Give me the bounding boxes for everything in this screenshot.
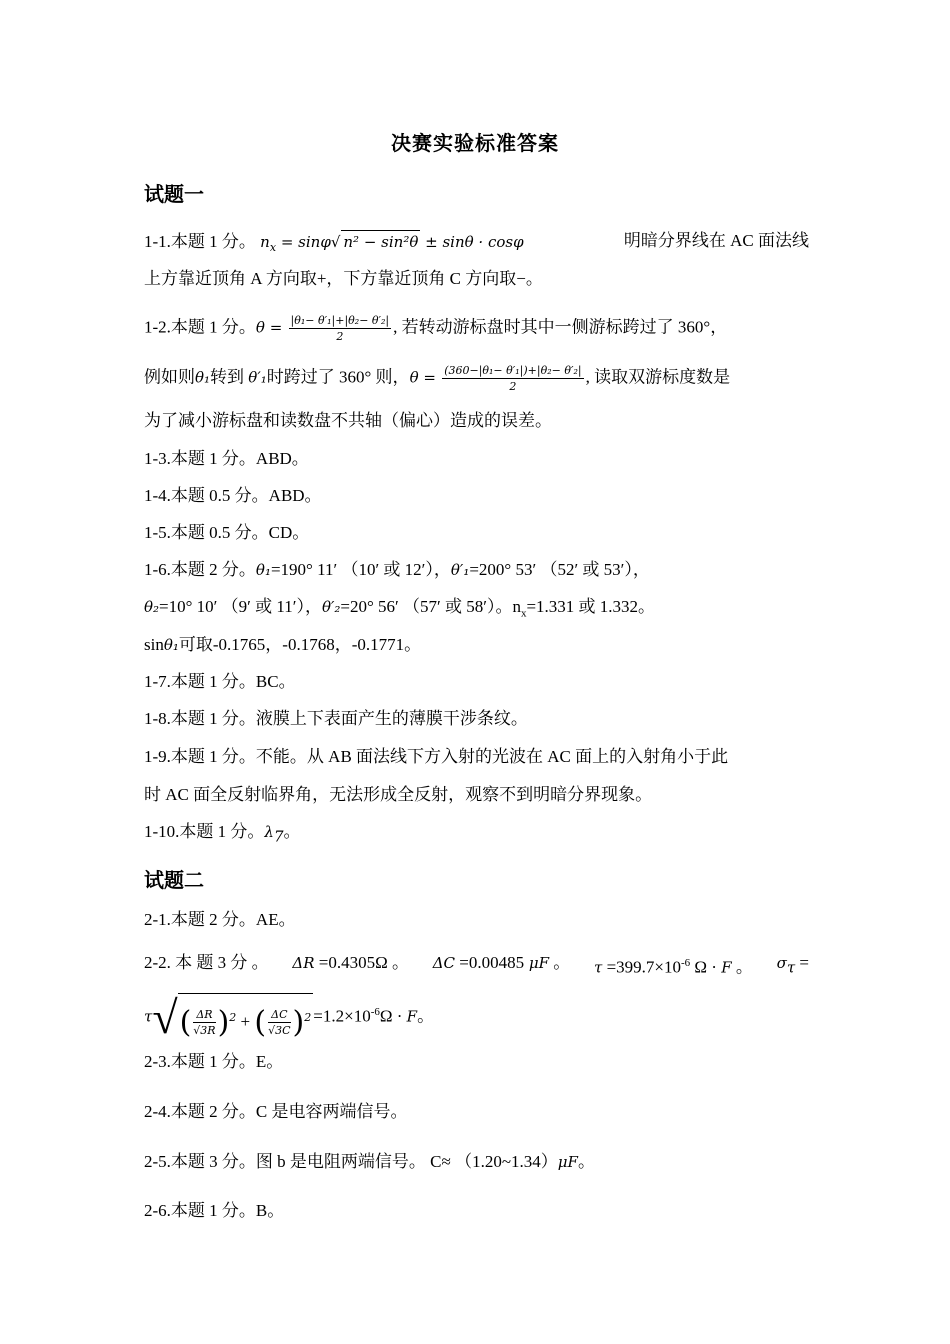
answer-1-7: 1-7.本题 1 分。BC。 [144,672,296,691]
answer-1-9-line2: 时 AC 面全反射临界角，无法形成全反射，观察不到明暗分界现象。 [144,785,653,804]
answer-2-3: 2-3.本题 1 分。E。 [144,1052,284,1071]
answer-1-5: 1-5.本题 0.5 分。CD。 [144,523,310,542]
answer-1-3: 1-3.本题 1 分。ABD。 [144,449,309,468]
answer-1-6-line1: 1-6.本题 2 分。θ₁=190° 11′ （10′ 或 12′），θ′₁=200° 53′ （52′ 或 53′）， [144,560,650,579]
section-heading-2: 试题二 [144,870,204,892]
answer-1-1-line2: 上方靠近顶角 A 方向取+，下方靠近顶角 C 方向取−。 [144,269,543,288]
answer-1-1-prefix: 1-1.本题 1 分。 [144,232,256,251]
answer-1-1-line1 [144,230,809,259]
answer-1-2-line1: 1-2.本题 1 分。θ = $\frac{\text{|θ₁− θ′₁|+|θ₂− θ′₂|}}{2}$ , 若转动游标盘时其中一侧游标跨过了 360°， [144,314,728,343]
answer-1-1-main [144,230,524,259]
answer-1-6-line3: sinθ₁可取-0.1765，-0.1768，-0.1771。 [144,635,422,654]
formula-nx: $n_x = \sin\varphi√$ n² − sin²θ ± sinθ · cosφ [260,233,523,251]
answer-1-9-line1: 1-9.本题 1 分。不能。从 AB 面法线下方入射的光波在 AC 面上的入射角小于此 [144,747,729,766]
answer-1-1-tail: 明暗分界线在 AC 面法线 [623,231,809,250]
fraction-theta: $\frac{\text{|θ₁− θ′₁|+|θ₂− θ′₂|}}{2}$ [290,314,390,343]
answer-1-2-line3: 为了减小游标盘和读数盘不共轴（偏心）造成的误差。 [144,411,552,430]
answer-2-4: 2-4.本题 2 分。C 是电容两端信号。 [144,1102,408,1121]
answer-1-2-line2: 例如则θ₁转到 θ′₁时跨过了 360° 则，θ = $\frac{\text{(360−|θ₁− θ′₁|)+|θ₂− θ′₂|}}{2}$ , 读取双游标度数是 [144,364,731,393]
section-heading-1: 试题一 [144,184,204,206]
radical-sign: √ [152,991,178,1043]
answer-1-4: 1-4.本题 0.5 分。ABD。 [144,486,322,505]
answer-2-5: 2-5.本题 3 分。图 b 是电阻两端信号。 C≈ （1.20~1.34）μF。 [144,1152,595,1171]
answer-1-6-line2: θ₂=10° 10′ （9′ 或 11′），θ′₂=20° 56′ （57′ 或 58′）。$n_x=1.331$ 或 1.332。 [144,597,656,620]
answer-2-2-line2: τ√( $\frac{\Delta R}{√3R}$ )$^2$ + ( $\frac{\Delta C}{√3C}$ )$^2 =1.2\times 10^{-6}\Omega \cdot F$。 [144,991,435,1043]
answer-1-10: 1-10.本题 1 分。$\lambda_7$。 [144,822,301,846]
answer-2-6: 2-6.本题 1 分。B。 [144,1201,285,1220]
page-title: 决赛实验标准答案 [391,133,559,155]
fraction-theta-360: $\frac{\text{(360−|θ₁− θ′₁|)+|θ₂− θ′₂|}}{2}$ [444,364,582,393]
radical-body: ( $\frac{\Delta R}{√3R}$ )$^2$ + ( $\frac{\Delta C}{√3C}$ )$^2$ [178,993,314,1043]
answer-2-1: 2-1.本题 2 分。AE。 [144,910,296,929]
answer-2-2-line1: 2-2. 本 题 3 分 。 ΔR =0.4305Ω 。 ΔC =0.00485 μF 。 $\tau =399.7\times 10^{-6}$ Ω · F 。 $\sigma_\tau$ = [144,953,809,977]
answer-1-8: 1-8.本题 1 分。液膜上下表面产生的薄膜干涉条纹。 [144,709,528,728]
